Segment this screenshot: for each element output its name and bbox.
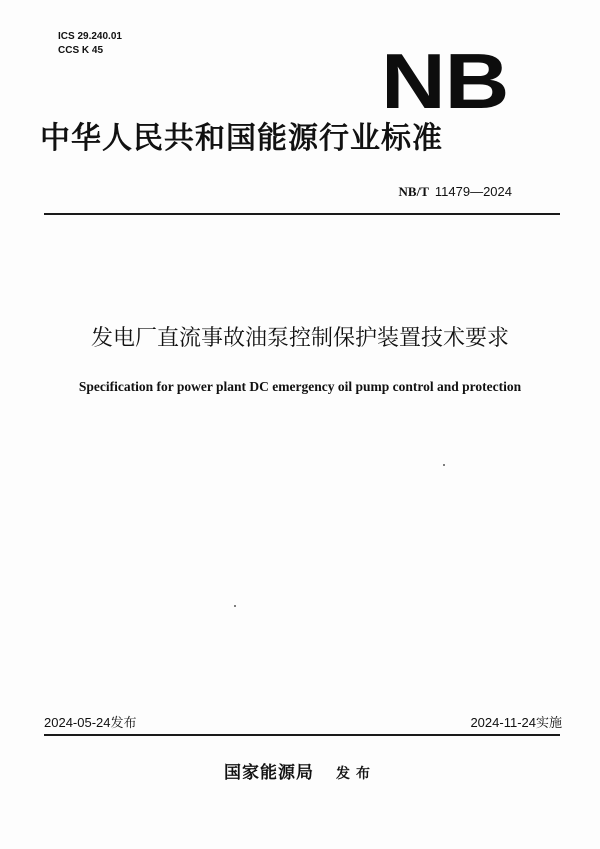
nb-logo: NB bbox=[381, 37, 509, 125]
issue-verb: 发布 bbox=[336, 766, 376, 782]
implementation-date: 2024-11-24实施 bbox=[470, 715, 562, 730]
bottom-divider bbox=[44, 734, 560, 736]
top-divider bbox=[44, 213, 560, 215]
scan-speck bbox=[443, 464, 445, 466]
ics-code: ICS 29.240.01 bbox=[58, 31, 122, 42]
classification-block bbox=[58, 30, 122, 58]
document-title-chinese: 发电厂直流事故油泵控制保护装置技术要求 bbox=[90, 326, 509, 351]
scan-speck bbox=[234, 605, 236, 607]
standard-number-value: 11479—2024 bbox=[434, 184, 512, 199]
standard-code: NB/T bbox=[398, 184, 429, 199]
issuer-line bbox=[0, 762, 600, 785]
issuing-organization: 国家能源局 bbox=[224, 763, 314, 783]
standard-number bbox=[399, 184, 512, 200]
ccs-code: CCS K 45 bbox=[58, 45, 104, 56]
issue-date: 2024-05-24发布 bbox=[44, 715, 137, 730]
document-title-english: Specification for power plant DC emergency oil pump control and protection bbox=[78, 379, 522, 394]
standard-authority-title: 中华人民共和国能源行业标准 bbox=[40, 121, 443, 156]
